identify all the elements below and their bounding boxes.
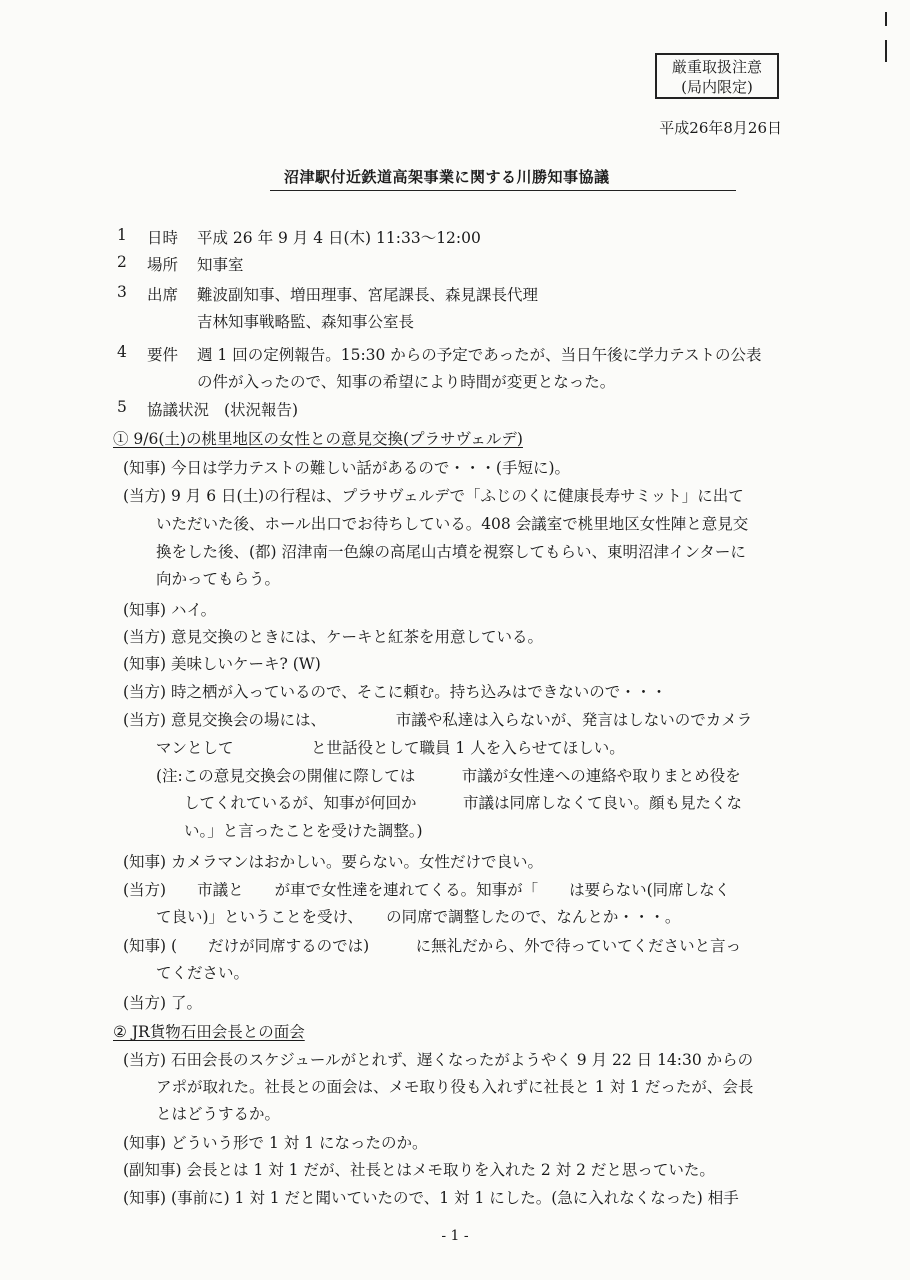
item-label: 日時	[147, 229, 179, 247]
item-num: 3	[117, 283, 127, 301]
page-number: - 1 -	[441, 1228, 469, 1244]
confidential-stamp	[655, 53, 779, 99]
dialogue-line: てください。	[156, 964, 250, 982]
item-text: の件が入ったので、知事の希望により時間が変更となった。	[197, 373, 616, 391]
dialogue-line: いただいた後、ホール出口でお待ちしている。408 会議室で桃里地区女性陣と意見交	[156, 515, 749, 533]
item-num: 4	[117, 343, 127, 361]
dialogue-line: (知事) 美味しいケーキ? (W)	[123, 655, 321, 673]
item-num: 1	[117, 226, 127, 244]
stamp-line-1: 厳重取扱注意	[671, 58, 762, 76]
scan-mark	[885, 40, 887, 62]
dialogue-line: (副知事) 会長とは 1 対 1 だが、社長とはメモ取りを入れた 2 対 2 だと思っていた。	[123, 1161, 715, 1179]
note-line: い。」と言ったことを受けた調整。)	[184, 822, 423, 840]
dialogue-line: (知事) カメラマンはおかしい。要らない。女性だけで良い。	[123, 853, 544, 871]
dialogue-line: (知事) ( だけが同席するのでは) に無礼だから、外で待っていてくださいと言っ	[123, 937, 742, 955]
dialogue-line: (当方) 石田会長のスケジュールがとれず、遅くなったがようやく 9 月 22 日 14:30 からの	[123, 1051, 754, 1069]
dialogue-line: て良い)」ということを受け、 の同席で調整したので、なんとか・・・。	[156, 908, 681, 926]
dialogue-line: (当方) 市議と が車で女性達を連れてくる。知事が「 は要らない(同席しなく	[123, 881, 731, 899]
dialogue-line: (知事) どういう形で 1 対 1 になったのか。	[123, 1134, 428, 1152]
dialogue-line: (知事) ハイ。	[123, 601, 217, 619]
dialogue-line: (当方) 意見交換会の場には、 市議や私達は入らないが、発言はしないのでカメラ	[123, 711, 753, 729]
item-text: 吉林知事戦略監、森知事公室長	[197, 313, 415, 331]
item-label: 要件	[147, 346, 179, 364]
dialogue-line: (当方) 時之栖が入っているので、そこに頼む。持ち込みはできないので・・・	[123, 683, 667, 701]
stamp-line-2: (局内限定)	[681, 78, 753, 96]
document-date: 平成26年8月26日	[659, 119, 782, 137]
dialogue-line: 換をした後、(都) 沼津南一色線の高尾山古墳を視察してもらい、東明沼津インターに	[156, 543, 746, 561]
title-underline	[270, 190, 736, 191]
item-text: 週 1 回の定例報告。15:30 からの予定であったが、当日午後に学力テストの公表	[197, 346, 762, 364]
dialogue-line: (知事) 今日は学力テストの難しい話があるので・・・(手短に)。	[123, 459, 570, 477]
dialogue-line: (当方) 意見交換のときには、ケーキと紅茶を用意している。	[123, 628, 544, 646]
dialogue-line: アポが取れた。社長との面会は、メモ取り役も入れずに社長と 1 対 1 だったが、会長	[156, 1078, 754, 1096]
dialogue-line: とはどうするか。	[156, 1105, 281, 1123]
dialogue-line: マンとして と世話役として職員 1 人を入らせてほしい。	[156, 739, 625, 757]
note-line: (注:この意見交換会の開催に際しては 市議が女性達への連絡や取りまとめ役を	[156, 767, 741, 785]
scan-mark	[885, 12, 887, 26]
item-num: 2	[117, 253, 127, 271]
item-label: 協議状況	[147, 401, 210, 419]
item-text: 難波副知事、増田理事、宮尾課長、森見課長代理	[197, 286, 539, 304]
dialogue-line: (当方) 9 月 6 日(土)の行程は、プラサヴェルデで「ふじのくに健康長寿サミット」に出て	[123, 487, 744, 505]
item-num: 5	[117, 398, 127, 416]
item-text: 知事室	[197, 256, 244, 274]
section-heading: ① 9/6(土)の桃里地区の女性との意見交換(プラサヴェルデ)	[113, 430, 523, 448]
dialogue-line: 向かってもらう。	[156, 570, 281, 588]
note-line: してくれているが、知事が何回か 市議は同席しなくて良い。顔も見たくな	[184, 794, 743, 812]
item-text: 平成 26 年 9 月 4 日(木) 11:33～12:00	[197, 229, 481, 247]
item-text: (状況報告)	[224, 401, 299, 419]
dialogue-line: (知事) (事前に) 1 対 1 だと聞いていたので、1 対 1 にした。(急に入れなくなった) 相手	[123, 1189, 739, 1207]
document-title: 沼津駅付近鉄道高架事業に関する川勝知事協議	[284, 168, 610, 186]
item-label: 出席	[147, 286, 179, 304]
item-label: 場所	[147, 256, 179, 274]
section-heading: ② JR貨物石田会長との面会	[113, 1023, 305, 1041]
dialogue-line: (当方) 了。	[123, 994, 203, 1012]
